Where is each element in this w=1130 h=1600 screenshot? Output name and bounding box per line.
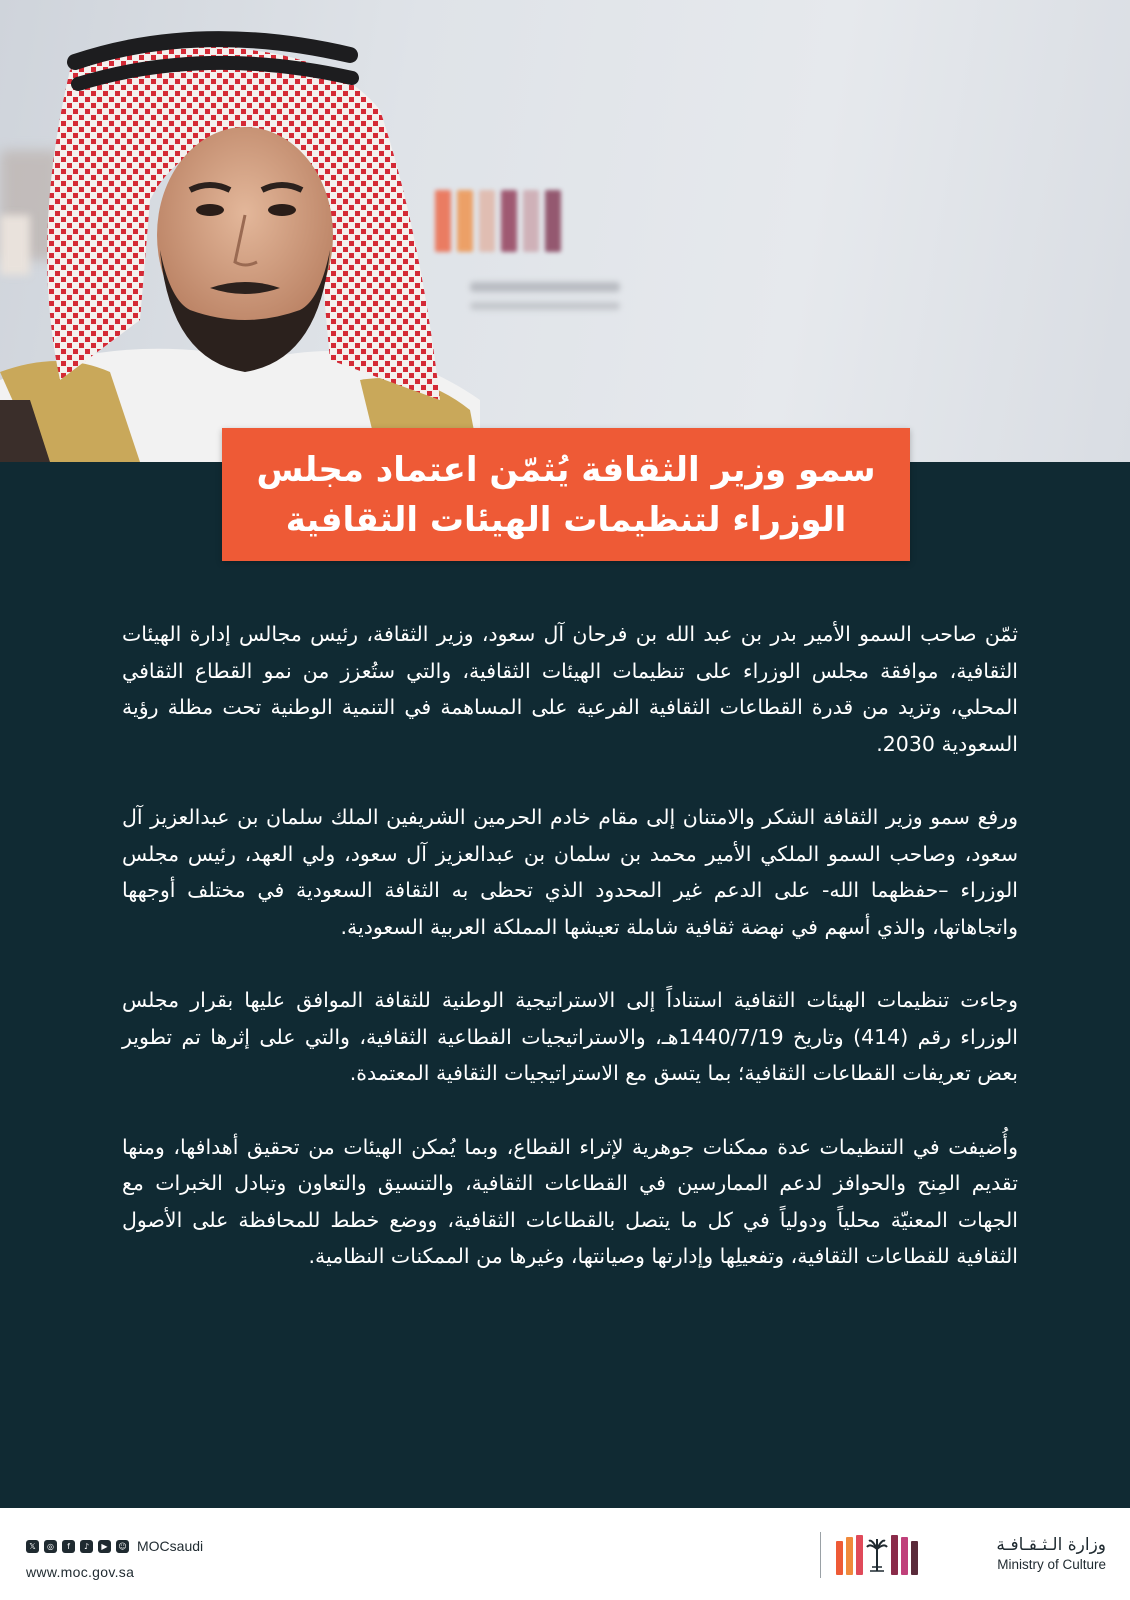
x-icon[interactable]: 𝕏 [26,1540,39,1553]
hero-photo [0,0,1130,462]
paragraph: وأُضيفت في التنظيمات عدة ممكنات جوهرية لإثراء القطاع، وبما يُمكن الهيئات من تحقيق أهدافها، ومنها تقديم المِنح والحوافز لدعم الممارسين في القطاعات الثقافية، والتنسيق والتعاون وتبادل الخبرات مع الجهات المعنيّة محلياً ودولياً في كل ما يتصل بالقطاعات الثقافية، ووضع خطط للمحافظة على الأصول الثقافية للقطاعات الثقافية، وتفعيلِها وإدارتها وصيانتها، وغيرها من الممكنات النظامية. [122,1134,1018,1268]
ministry-logo [836,1535,918,1575]
footer [0,1508,1130,1600]
portrait-image [0,0,520,462]
headline-banner [222,428,910,561]
social-handle[interactable]: MOCsaudi [137,1538,204,1554]
ministry-name-ar: وزارة الـثـقـافـة [996,1535,1106,1555]
tiktok-icon[interactable]: ♪ [80,1540,93,1553]
footer-divider [820,1532,821,1578]
paragraph: ورفع سمو وزير الثقافة الشكر والامتنان إلى مقام خادم الحرمين الشريفين الملك سلمان بن عبدالعزيز آل سعود، وصاحب السمو الملكي الأمير محمد بن سلمان بن عبدالعزيز آل سعود، ولي العهد، رئيس مجلس الوزراء –حفظهما الله- على الدعم غير المحدود الذي تحظى به الثقافة السعودية في مختلف أوجهها واتجاهاتها، والذي أسهم في نهضة ثقافية شاملة تعيشها المملكة العربية السعودية. [122,805,1018,939]
snapchat-icon[interactable]: ☺ [116,1540,129,1553]
social-links [26,1538,203,1554]
facebook-icon[interactable]: f [62,1540,75,1553]
ministry-name [996,1534,1106,1574]
paragraph: وجاءت تنظيمات الهيئات الثقافية استناداً إلى الاستراتيجية الوطنية للثقافة الموافق عليها بقرار مجلس الوزراء رقم (414) وتاريخ 1440/7/19هـ، والاستراتيجيات القطاعية الثقافية، والتي على إثرها تم تطوير بعض تعريفات القطاعات الثقافية؛ بما يتسق مع الاستراتيجيات الثقافية المعتمدة. [122,988,1018,1085]
headline-line-1: سمو وزير الثقافة يُثمّن اعتماد مجلس [256,449,876,490]
headline-line-2: الوزراء لتنظيمات الهيئات الثقافية [285,499,847,540]
ministry-name-en: Ministry of Culture [997,1557,1106,1572]
article-body [122,616,1018,1312]
youtube-icon[interactable]: ▶ [98,1540,111,1553]
palm-icon [866,1535,888,1575]
website-link[interactable]: www.moc.gov.sa [26,1564,135,1580]
paragraph: ثمّن صاحب السمو الأمير بدر بن عبد الله بن فرحان آل سعود، وزير الثقافة، رئيس مجالس إدارة الهيئات الثقافية، موافقة مجلس الوزراء على تنظيمات الهيئات الثقافية، والتي ستُعزز من نمو القطاع الثقافي المحلي، وتزيد من قدرة القطاعات الثقافية الفرعية على المساهمة في التنمية الوطنية تحت مظلة رؤية السعودية 2030. [122,622,1018,756]
instagram-icon[interactable]: ◎ [44,1540,57,1553]
